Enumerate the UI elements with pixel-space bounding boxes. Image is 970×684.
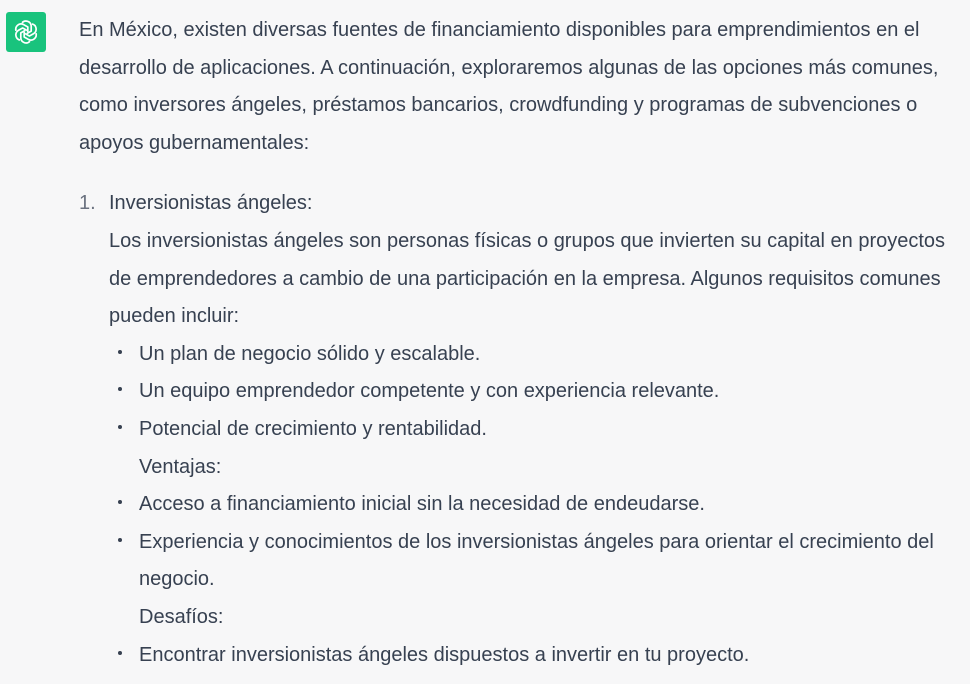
list-item <box>109 524 969 599</box>
list-item-angel-investors <box>79 185 969 674</box>
assistant-avatar <box>6 12 46 52</box>
bullet-icon <box>118 425 122 429</box>
assistant-message <box>79 12 969 674</box>
list-item <box>109 373 969 411</box>
advantage-text: Experiencia y conocimientos de los inversionistas ángeles para orientar el crecimiento del negocio. <box>139 530 934 591</box>
list-item <box>109 411 969 449</box>
list-item <box>109 486 969 524</box>
bullet-icon <box>118 500 122 504</box>
advantage-text: Acceso a financiamiento inicial sin la necesidad de endeudarse. <box>139 493 705 516</box>
challenges-list <box>109 637 969 675</box>
openai-logo-icon <box>12 18 40 46</box>
bullet-icon <box>118 387 122 391</box>
requirement-text: Un equipo emprendedor competente y con experiencia relevante. <box>139 380 720 403</box>
advantages-list <box>109 486 969 599</box>
list-number: 1. <box>79 192 96 215</box>
challenges-label: Desafíos: <box>139 605 224 628</box>
challenge-text: Encontrar inversionistas ángeles dispuestos a invertir en tu proyecto. <box>139 643 750 666</box>
bullet-icon <box>118 651 122 655</box>
section-description: Los inversionistas ángeles son personas físicas o grupos que invierten su capital en proyectos de emprendedores a cambio de una participación en la empresa. Algunos requisitos comunes pueden incluir: <box>109 229 946 328</box>
bullet-icon <box>118 538 122 542</box>
requirement-text: Potencial de crecimiento y rentabilidad. <box>139 417 487 440</box>
intro-paragraph: En México, existen diversas fuentes de financiamiento disponibles para emprendimientos en el desarrollo de aplicaciones. A continuación, exploraremos algunas de las opciones más comunes, como inversores ángeles, préstamos bancarios, crowdfunding y programas de subvenciones o apoyos gubernamentales: <box>79 19 939 154</box>
advantages-label: Ventajas: <box>139 455 222 478</box>
requirements-list <box>109 336 969 449</box>
financing-list <box>79 185 969 674</box>
list-item <box>109 336 969 374</box>
bullet-icon <box>118 350 122 354</box>
requirement-text: Un plan de negocio sólido y escalable. <box>139 342 481 365</box>
list-item <box>109 637 969 675</box>
section-title: Inversionistas ángeles: <box>109 192 313 215</box>
